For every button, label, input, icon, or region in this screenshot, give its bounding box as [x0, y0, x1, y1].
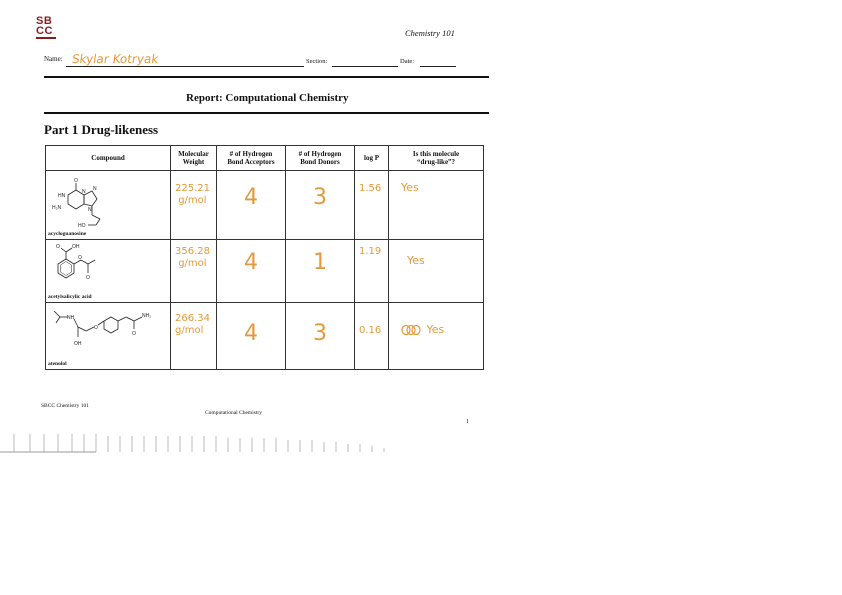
mw-cell: [171, 303, 217, 370]
mol-label: O: [56, 244, 60, 250]
name-value: Skylar Kotryak: [71, 52, 160, 66]
header-divider: [44, 76, 489, 78]
mol-label: N: [82, 189, 86, 195]
hbd-value: 3: [313, 321, 327, 346]
drug-like-value: Yes: [401, 181, 419, 194]
hba-value: 4: [244, 250, 258, 275]
table-row: [46, 303, 484, 370]
compound-cell: [46, 240, 171, 303]
logo-bar: [36, 37, 56, 39]
compound-name: acycloguanosine: [48, 231, 87, 237]
title-divider: [44, 112, 489, 114]
drug-like-value: Yes: [407, 254, 425, 267]
hbd-value: 1: [313, 250, 327, 275]
logp-cell: [355, 240, 389, 303]
mol-label: O: [86, 275, 90, 281]
mol-label: NH₂: [142, 313, 152, 319]
logp-cell: [355, 171, 389, 240]
compound-cell: [46, 303, 171, 370]
hba-cell: [217, 303, 286, 370]
logp-value: 0.16: [359, 325, 382, 336]
hbd-cell: [286, 303, 355, 370]
date-label: Date:: [400, 58, 415, 65]
mol-label: N: [93, 186, 97, 192]
header-hbond-donors: # of Hydrogen Bond Donors: [286, 146, 355, 171]
druglikeness-table: [45, 145, 484, 370]
logp-value: 1.56: [359, 183, 382, 194]
sbcc-logo: [36, 16, 62, 39]
mol-label: NH: [67, 315, 75, 321]
mw-cell: [171, 240, 217, 303]
hba-value: 4: [244, 321, 258, 346]
name-line: [66, 66, 304, 67]
scan-artifact: [0, 432, 440, 454]
compound-cell: [46, 171, 171, 240]
compound-name: atenolol: [48, 361, 67, 367]
header-drug-like: Is this molecule “drug-like”?: [389, 146, 484, 171]
header-hbond-acceptors: # of Hydrogen Bond Acceptors: [217, 146, 286, 171]
section-label: Section:: [306, 58, 328, 65]
page-number: 1: [466, 419, 469, 425]
atenolol-structure-icon: [48, 305, 168, 357]
mol-label: O: [94, 325, 98, 331]
header-molecular-weight: Molecular Weight: [171, 146, 217, 171]
acetylsalicylic-acid-structure-icon: [48, 242, 148, 292]
mol-label: N: [88, 207, 92, 213]
mw-value: 356.28: [175, 246, 210, 257]
hbd-cell: [286, 240, 355, 303]
report-title: Report: Computational Chemistry: [186, 92, 349, 104]
name-label: Name:: [44, 55, 63, 63]
mw-unit: g/mol: [178, 195, 207, 206]
hba-cell: [217, 240, 286, 303]
table-row: [46, 171, 484, 240]
mw-value: 225.21: [175, 183, 210, 194]
footer-course: SBCC Chemistry 101: [41, 403, 89, 409]
compound-name: acetylsalicylic acid: [48, 294, 92, 300]
hba-value: 4: [244, 185, 258, 210]
mol-label: OH: [74, 341, 82, 347]
drug-like-value: [389, 303, 483, 336]
hbd-value: 3: [313, 185, 327, 210]
scribble-icon: [401, 324, 423, 336]
drug-like-text: Yes: [426, 323, 445, 336]
mw-unit: g/mol: [175, 325, 204, 336]
logo-text: SBCC: [36, 15, 53, 37]
date-line: [420, 66, 456, 67]
mw-cell: [171, 171, 217, 240]
hba-cell: [217, 171, 286, 240]
mw-value: 266.34: [175, 313, 210, 324]
mol-label: O: [132, 331, 136, 337]
footer-title: Computational Chemistry: [205, 410, 262, 416]
acycloguanosine-structure-icon: [48, 173, 148, 229]
logp-value: 1.19: [359, 246, 382, 257]
table-header-row: [46, 146, 484, 171]
table-row: [46, 240, 484, 303]
section-line: [332, 66, 398, 67]
mol-label: HO: [78, 223, 86, 229]
mol-label: O: [74, 178, 78, 184]
mol-label: OH: [72, 244, 80, 250]
drug-like-cell: [389, 240, 484, 303]
header-compound: Compound: [46, 146, 171, 171]
course-title: Chemistry 101: [405, 28, 455, 38]
mol-label: H₂N: [52, 205, 62, 211]
drug-like-cell: [389, 171, 484, 240]
logp-cell: [355, 303, 389, 370]
header-logp: log P: [355, 146, 389, 171]
part-title: Part 1 Drug-likeness: [44, 122, 159, 137]
hbd-cell: [286, 171, 355, 240]
mol-label: O: [78, 255, 82, 261]
mol-label: HN: [58, 193, 66, 199]
mw-unit: g/mol: [178, 258, 207, 269]
drug-like-cell: [389, 303, 484, 370]
